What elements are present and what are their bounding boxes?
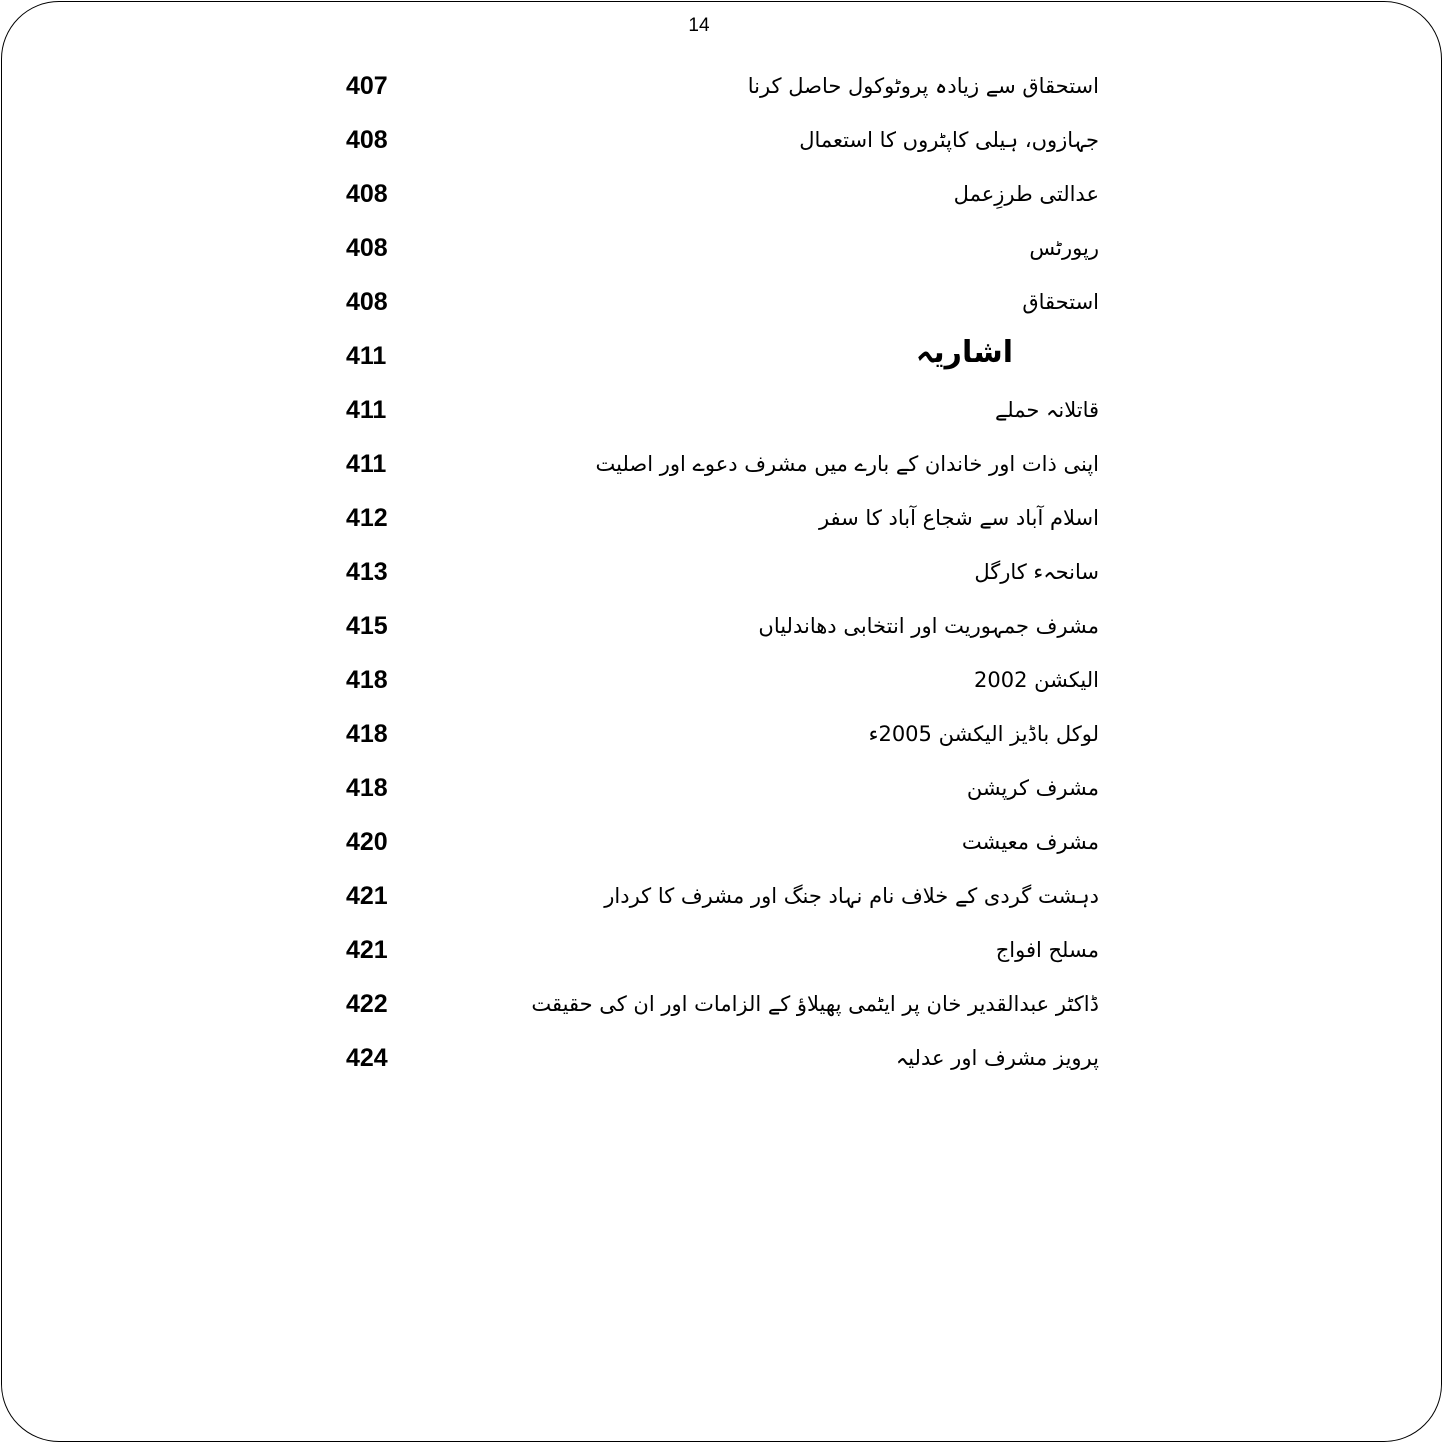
- toc-entry-title: قاتلانہ حملے: [994, 398, 1099, 422]
- toc-entry-title: مسلح افواج: [995, 938, 1099, 962]
- toc-entry-title: دہشت گردی کے خلاف نام نہاد جنگ اور مشرف کا کردار: [604, 884, 1099, 908]
- toc-entry: [330, 977, 1105, 1031]
- toc-entry-title: استحقاق: [1022, 290, 1099, 314]
- toc-page-number: 411: [346, 396, 387, 424]
- toc-entry: [330, 923, 1105, 977]
- toc-entry-title: الیکشن 2002: [973, 668, 1099, 692]
- toc-entry-title: استحقاق سے زیادہ پروٹوکول حاصل کرنا: [747, 74, 1099, 98]
- toc-page-number: 408: [346, 126, 388, 154]
- toc-section-heading: [330, 329, 1105, 383]
- toc-page-number: 420: [346, 828, 388, 856]
- toc-heading-title: اشاریہ: [915, 335, 1013, 370]
- toc-entry-title: اسلام آباد سے شجاع آباد کا سفر: [818, 506, 1099, 530]
- toc-entry: [330, 653, 1105, 707]
- toc-entry: [330, 491, 1105, 545]
- toc-entry: [330, 599, 1105, 653]
- toc-entry-title: سانحہء کارگل: [974, 560, 1099, 584]
- toc-entry: [330, 761, 1105, 815]
- toc-page-number: 408: [346, 234, 388, 262]
- toc-page-number: 412: [346, 504, 388, 532]
- toc-page-number: 408: [346, 180, 388, 208]
- toc-entry-title: لوکل باڈیز الیکشن 2005ء: [868, 722, 1099, 746]
- toc-entry: [330, 437, 1105, 491]
- toc-page-number: 418: [346, 720, 388, 748]
- toc-entry-title: جہازوں، ہیلی کاپٹروں کا استعمال: [799, 128, 1099, 152]
- toc-entry-title: مشرف معیشت: [961, 830, 1099, 854]
- toc-entry: [330, 59, 1105, 113]
- toc-entry-title: ڈاکٹر عبدالقدیر خان پر ایٹمی پھیلاؤ کے الزامات اور ان کی حقیقت: [531, 992, 1099, 1016]
- toc-entry: [330, 383, 1105, 437]
- toc-entry-title: رپورٹس: [1029, 236, 1099, 260]
- toc-page-number: 415: [346, 612, 388, 640]
- toc-page-number: 421: [346, 936, 388, 964]
- toc-entry: [330, 167, 1105, 221]
- page-number: 14: [688, 15, 710, 36]
- toc-page-number: 422: [346, 990, 388, 1018]
- toc-entry-title: مشرف جمہوریت اور انتخابی دھاندلیاں: [758, 614, 1099, 638]
- toc-page-number: 424: [346, 1044, 388, 1072]
- toc-page-number: 413: [346, 558, 388, 586]
- toc-entry: [330, 545, 1105, 599]
- toc-entry: [330, 275, 1105, 329]
- toc-page-number: 411: [346, 342, 387, 370]
- toc-page-number: 407: [346, 72, 388, 100]
- toc-entry: [330, 1031, 1105, 1085]
- table-of-contents: [330, 59, 1105, 1085]
- toc-entry: [330, 221, 1105, 275]
- toc-entry: [330, 113, 1105, 167]
- toc-page-number: 411: [346, 450, 387, 478]
- toc-entry-title: اپنی ذات اور خاندان کے بارے میں مشرف دعوے اور اصلیت: [595, 452, 1099, 476]
- toc-page-number: 418: [346, 666, 388, 694]
- toc-entry: [330, 707, 1105, 761]
- toc-entry: [330, 815, 1105, 869]
- toc-entry-title: مشرف کرپشن: [966, 776, 1099, 800]
- toc-entry-title: عدالتی طرزِعمل: [953, 182, 1099, 206]
- toc-entry: [330, 869, 1105, 923]
- toc-page-number: 421: [346, 882, 388, 910]
- toc-page-number: 408: [346, 288, 388, 316]
- toc-page-number: 418: [346, 774, 388, 802]
- toc-entry-title: پرویز مشرف اور عدلیہ: [895, 1046, 1099, 1070]
